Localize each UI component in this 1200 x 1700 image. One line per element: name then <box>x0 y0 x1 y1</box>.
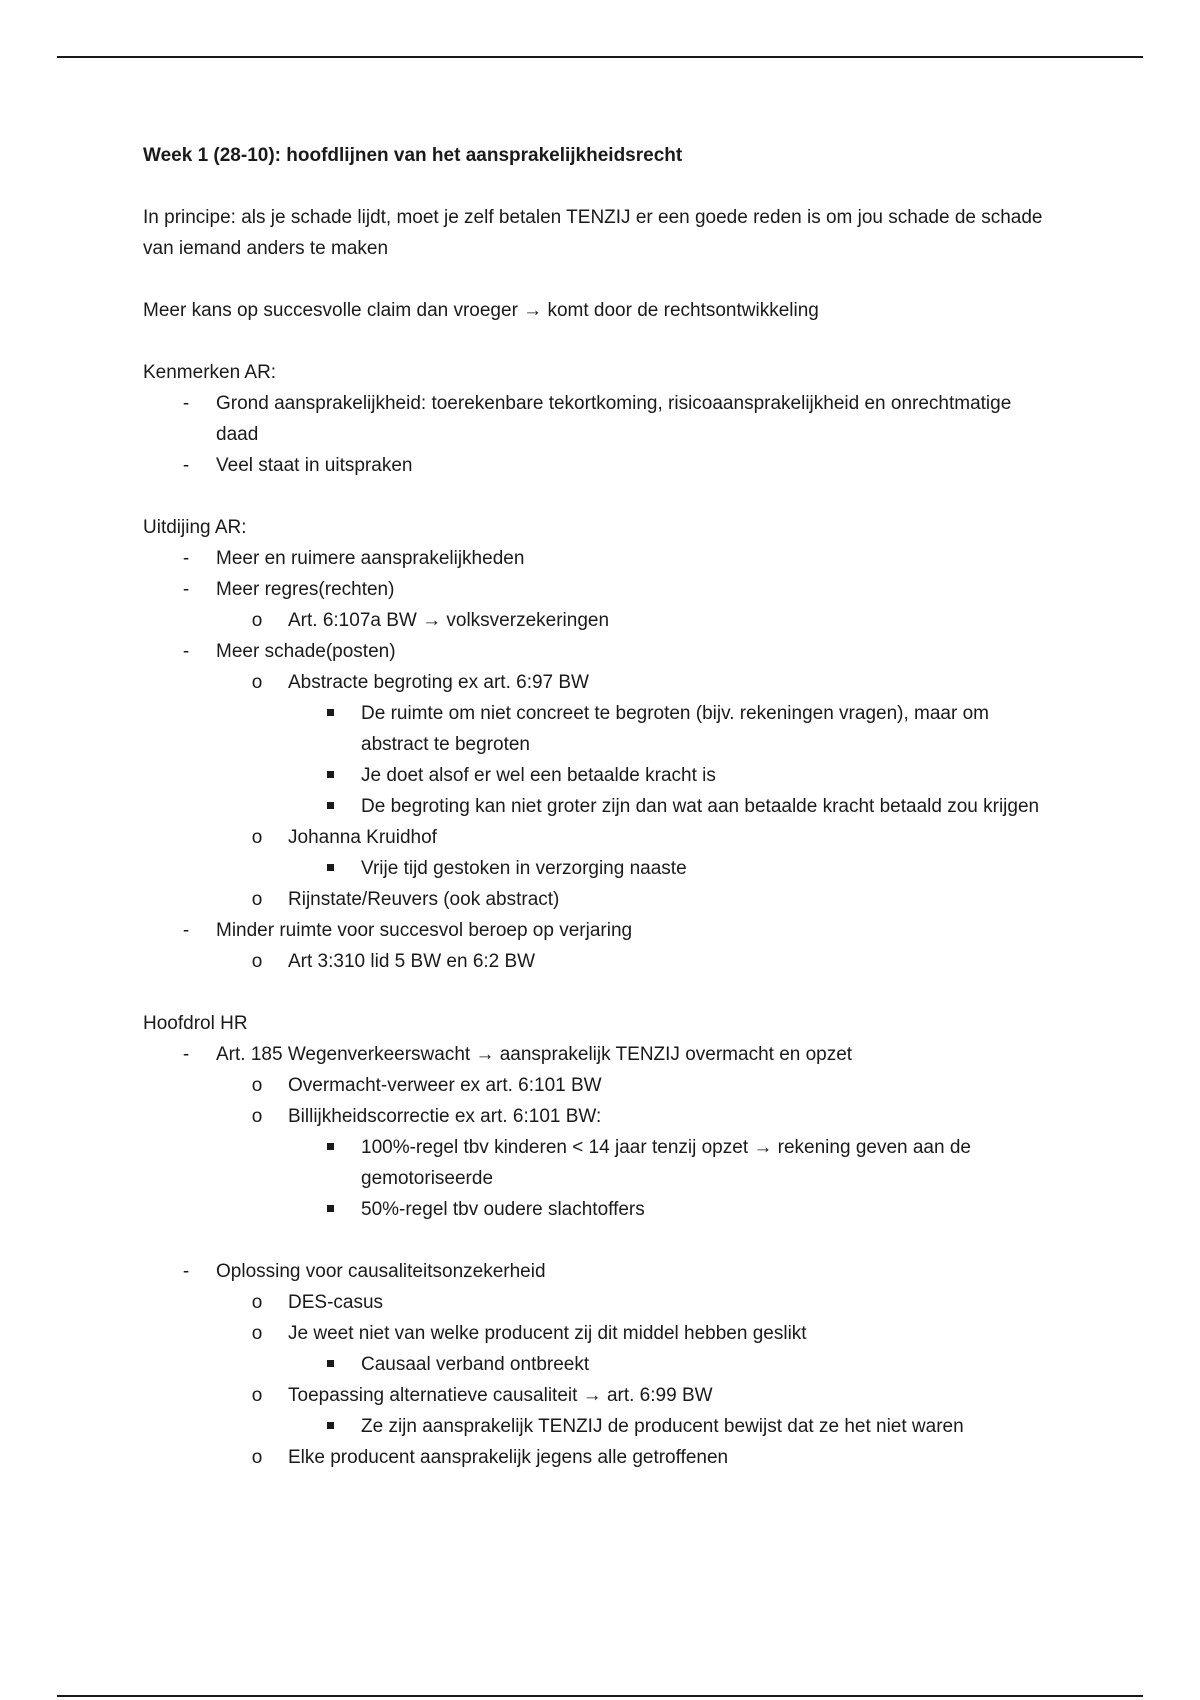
dash-bullet: - <box>182 1044 190 1065</box>
square-bullet-icon <box>323 698 337 729</box>
list-item <box>143 605 1043 636</box>
list-item <box>143 1349 1043 1380</box>
intro-paragraph: In principe: als je schade lijdt, moet je zelf betalen TENZIJ er een goede reden is om jou schade de schade van iemand anders te maken <box>143 207 1043 259</box>
circle-bullet: o <box>251 1447 263 1468</box>
list-item-text: Overmacht-verweer ex art. 6:101 BW <box>288 1075 602 1096</box>
list-item <box>143 1070 1043 1101</box>
list-item <box>143 1132 1043 1194</box>
list-item-text: Art. 185 Wegenverkeerswacht → aansprakelijk TENZIJ overmacht en opzet <box>216 1044 853 1065</box>
list-item-text: Oplossing voor causaliteitsonzekerheid <box>216 1261 546 1282</box>
list-item <box>143 1256 1043 1287</box>
list-item-text: De begroting kan niet groter zijn dan wat aan betaalde kracht betaald zou krijgen <box>361 796 1040 817</box>
list-item-text: Johanna Kruidhof <box>288 827 437 848</box>
dash-bullet: - <box>182 455 190 476</box>
list-item-text: Rijnstate/Reuvers (ook abstract) <box>288 889 560 910</box>
square-bullet-icon <box>323 1194 337 1225</box>
footer-rule <box>57 1695 1143 1697</box>
list-item-text: Meer regres(rechten) <box>216 579 395 600</box>
list-item <box>143 791 1043 822</box>
square-bullet-icon <box>323 1349 337 1380</box>
list-item <box>143 388 1043 450</box>
square-bullet-icon <box>323 760 337 791</box>
list-item <box>143 884 1043 915</box>
list-item-text: 100%-regel tbv kinderen < 14 jaar tenzij opzet → rekening geven aan de gemotoriseerde <box>361 1137 971 1189</box>
dash-bullet: - <box>182 1261 190 1282</box>
circle-bullet: o <box>251 1385 263 1406</box>
document-body <box>143 140 1043 1473</box>
list-item <box>143 822 1043 853</box>
list-item-text: Vrije tijd gestoken in verzorging naaste <box>361 858 687 879</box>
list-item-text: Billijkheidscorrectie ex art. 6:101 BW: <box>288 1106 602 1127</box>
circle-bullet: o <box>251 827 263 848</box>
circle-bullet: o <box>251 1323 263 1344</box>
list-item-text: Art. 6:107a BW → volksverzekeringen <box>288 610 610 631</box>
list-item <box>143 1101 1043 1132</box>
list-item-text: Veel staat in uitspraken <box>216 455 413 476</box>
intro-paragraph-2: Meer kans op succesvolle claim dan vroeger → komt door de rechtsontwikkeling <box>143 300 819 321</box>
list-item-text: Je weet niet van welke producent zij dit middel hebben geslikt <box>288 1323 807 1344</box>
list-item <box>143 1287 1043 1318</box>
document-title: Week 1 (28-10): hoofdlijnen van het aansprakelijkheidsrecht <box>143 145 683 166</box>
list-item-text: Abstracte begroting ex art. 6:97 BW <box>288 672 589 693</box>
list-item <box>143 1194 1043 1225</box>
list-item <box>143 1380 1043 1411</box>
circle-bullet: o <box>251 1106 263 1127</box>
circle-bullet: o <box>251 610 263 631</box>
circle-bullet: o <box>251 1292 263 1313</box>
header-rule <box>57 56 1143 58</box>
list-item <box>143 946 1043 977</box>
list-item <box>143 1442 1043 1473</box>
list-item <box>143 667 1043 698</box>
list-item-text: Minder ruimte voor succesvol beroep op verjaring <box>216 920 633 941</box>
list-item <box>143 543 1043 574</box>
dash-bullet: - <box>182 548 190 569</box>
list-item <box>143 1039 1043 1070</box>
list-item <box>143 636 1043 667</box>
list-item-text: Elke producent aansprakelijk jegens alle getroffenen <box>288 1447 729 1468</box>
circle-bullet: o <box>251 889 263 910</box>
section-heading-kenmerken: Kenmerken AR: <box>143 362 277 383</box>
list-item <box>143 1318 1043 1349</box>
square-bullet-icon <box>323 791 337 822</box>
list-item-text: De ruimte om niet concreet te begroten (bijv. rekeningen vragen), maar om abstract te begroten <box>361 703 990 755</box>
list-item <box>143 915 1043 946</box>
list-item-text: Meer en ruimere aansprakelijkheden <box>216 548 525 569</box>
list-item-text: Art 3:310 lid 5 BW en 6:2 BW <box>288 951 536 972</box>
circle-bullet: o <box>251 951 263 972</box>
dash-bullet: - <box>182 579 190 600</box>
list-item <box>143 853 1043 884</box>
list-item-text: DES-casus <box>288 1292 384 1313</box>
dash-bullet: - <box>182 641 190 662</box>
list-item-text: 50%-regel tbv oudere slachtoffers <box>361 1199 645 1220</box>
list-item-text: Ze zijn aansprakelijk TENZIJ de producent bewijst dat ze het niet waren <box>361 1416 964 1437</box>
circle-bullet: o <box>251 1075 263 1096</box>
square-bullet-icon <box>323 853 337 884</box>
dash-bullet: - <box>182 920 190 941</box>
list-item-text: Je doet alsof er wel een betaalde kracht is <box>361 765 716 786</box>
list-item-text: Meer schade(posten) <box>216 641 396 662</box>
list-item-text: Grond aansprakelijkheid: toerekenbare tekortkoming, risicoaansprakelijkheid en onrechtmatige daad <box>216 393 1012 445</box>
list-item <box>143 450 1043 481</box>
list-item-text: Causaal verband ontbreekt <box>361 1354 590 1375</box>
square-bullet-icon <box>323 1411 337 1442</box>
dash-bullet: - <box>182 393 190 414</box>
list-item <box>143 574 1043 605</box>
section-heading-uitdijing: Uitdijing AR: <box>143 517 247 538</box>
square-bullet-icon <box>323 1132 337 1163</box>
circle-bullet: o <box>251 672 263 693</box>
list-item <box>143 1411 1043 1442</box>
list-item-text: Toepassing alternatieve causaliteit → art. 6:99 BW <box>288 1385 713 1406</box>
section-heading-hoofdrol: Hoofdrol HR <box>143 1013 248 1034</box>
list-item <box>143 698 1043 760</box>
list-item <box>143 760 1043 791</box>
